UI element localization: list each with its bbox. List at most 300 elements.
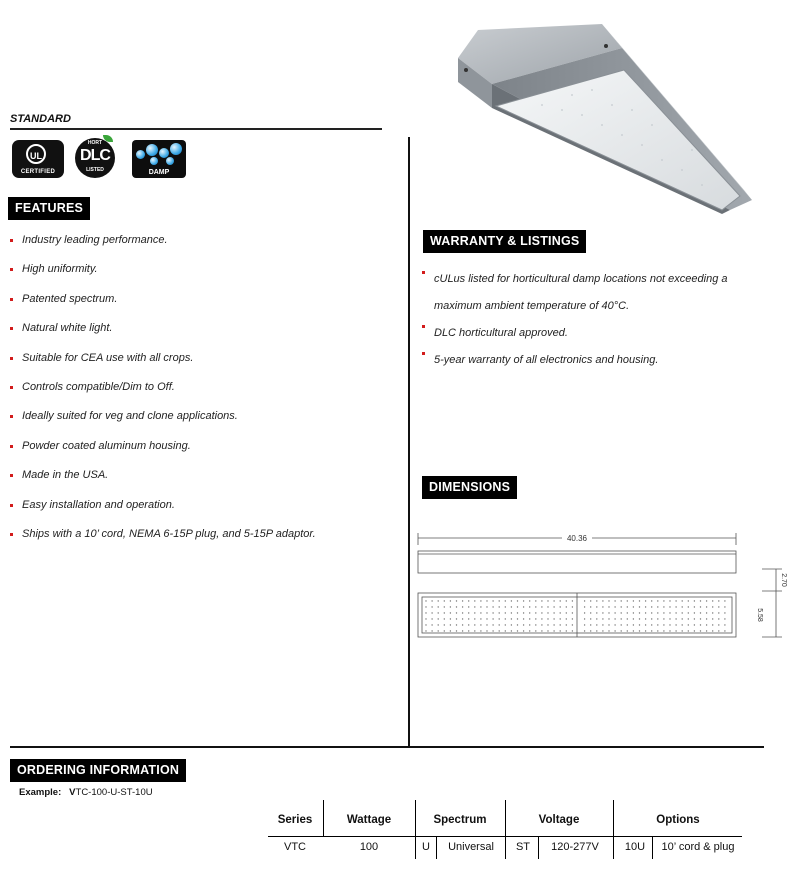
led-dot [560, 630, 561, 631]
led-dot [450, 630, 451, 631]
led-dot [706, 606, 707, 607]
led-dot [529, 600, 530, 601]
led-dot [566, 606, 567, 607]
led-dot [425, 624, 426, 625]
led-dot [663, 600, 664, 601]
led-dot [523, 600, 524, 601]
led-dot [627, 600, 628, 601]
led-dot [682, 606, 683, 607]
led-dot [663, 618, 664, 619]
cell-options-code: 10U [624, 841, 646, 853]
led-dot [480, 624, 481, 625]
led-dot [572, 624, 573, 625]
led-dot [608, 606, 609, 607]
led-dot [444, 624, 445, 625]
led-dot [596, 630, 597, 631]
led-dot [602, 624, 603, 625]
cell-voltage-code: ST [515, 841, 531, 853]
led-dot [535, 600, 536, 601]
led-dot [590, 624, 591, 625]
led-dot [633, 618, 634, 619]
led-dot [706, 612, 707, 613]
led-dot [535, 624, 536, 625]
led-dot [425, 606, 426, 607]
led-dot [614, 600, 615, 601]
led-dot [523, 606, 524, 607]
led-dot [663, 612, 664, 613]
led-dot [651, 618, 652, 619]
led-dot [712, 618, 713, 619]
led-dot [694, 606, 695, 607]
led-dot [627, 618, 628, 619]
led-dot [718, 612, 719, 613]
warranty-list [422, 266, 782, 374]
led-dot [724, 606, 725, 607]
led-dot [590, 600, 591, 601]
led-dot [700, 612, 701, 613]
led-dot [572, 600, 573, 601]
led-dot [584, 618, 585, 619]
height-dimension: 2.70 [780, 573, 787, 587]
led-dot [560, 624, 561, 625]
led-dot [456, 630, 457, 631]
table-separator [613, 800, 614, 836]
led-dot [663, 624, 664, 625]
led-dot [499, 630, 500, 631]
led-dot [517, 612, 518, 613]
led-dot [444, 612, 445, 613]
table-separator [323, 800, 324, 836]
led-dot [712, 600, 713, 601]
led-dot [694, 630, 695, 631]
led-dot [511, 612, 512, 613]
table-separator [652, 837, 653, 859]
feature-item: High uniformity. [10, 263, 390, 292]
led-dot [547, 612, 548, 613]
feature-item: Patented spectrum. [10, 293, 390, 322]
led-dot [688, 624, 689, 625]
led-dot [718, 618, 719, 619]
led-dot [553, 624, 554, 625]
led-dot [706, 630, 707, 631]
led-dot [474, 606, 475, 607]
led-dot [675, 600, 676, 601]
led-dot [547, 600, 548, 601]
led-dot [645, 612, 646, 613]
example-label: Example: [19, 787, 62, 798]
led-dot [511, 624, 512, 625]
led-dot [480, 600, 481, 601]
led-dot [535, 618, 536, 619]
led-dot [511, 618, 512, 619]
led-dot [675, 618, 676, 619]
led-dot [700, 624, 701, 625]
led-dot [547, 630, 548, 631]
led-dot [450, 606, 451, 607]
dlc-hort-listed-badge [70, 136, 120, 180]
led-dot [590, 630, 591, 631]
led-dot [499, 612, 500, 613]
led-dot [657, 606, 658, 607]
led-dot [425, 630, 426, 631]
led-dot [590, 612, 591, 613]
led-dot [480, 606, 481, 607]
example-prefix: V [69, 787, 76, 798]
led-dot [450, 624, 451, 625]
led-dot [651, 624, 652, 625]
led-dot [651, 606, 652, 607]
led-dot [553, 600, 554, 601]
led-dot [438, 612, 439, 613]
led-dot [425, 612, 426, 613]
led-dot [602, 600, 603, 601]
warranty-item-line: cULus listed for horticultural damp locations not exceeding a [434, 273, 728, 285]
width-dimension: 5.58 [756, 608, 763, 622]
led-dot [566, 600, 567, 601]
led-dot [694, 600, 695, 601]
led-dot [529, 618, 530, 619]
led-dot [560, 612, 561, 613]
cell-voltage-label: 120-277V [551, 841, 599, 853]
feature-item: Suitable for CEA use with all crops. [10, 352, 390, 381]
led-dot [431, 630, 432, 631]
led-dot [688, 606, 689, 607]
led-dot [627, 612, 628, 613]
led-dot [572, 618, 573, 619]
led-dot [529, 606, 530, 607]
led-dot [486, 630, 487, 631]
led-dot [675, 606, 676, 607]
example-code: TC-100-U-ST-10U [75, 787, 153, 798]
ul-certified-badge [12, 140, 64, 178]
header-wattage: Wattage [346, 814, 392, 826]
ordering-divider [10, 746, 764, 748]
section-divider [10, 128, 382, 130]
led-dot [517, 630, 518, 631]
led-dot [566, 630, 567, 631]
led-dot [572, 606, 573, 607]
warranty-item [422, 347, 782, 374]
led-dot [621, 630, 622, 631]
table-separator [505, 837, 506, 859]
led-dot [462, 624, 463, 625]
led-dot [492, 624, 493, 625]
led-dot [712, 630, 713, 631]
led-dot [651, 600, 652, 601]
led-dot [499, 600, 500, 601]
led-dot [462, 606, 463, 607]
led-dot [614, 612, 615, 613]
led-dot [474, 600, 475, 601]
led-dot [633, 606, 634, 607]
fixture-product-image [452, 10, 752, 220]
led-dot [724, 600, 725, 601]
led-dot [706, 618, 707, 619]
led-dot [700, 606, 701, 607]
led-dot [499, 618, 500, 619]
warranty-item-line: maximum ambient temperature of 40°C. [434, 300, 630, 312]
led-dot [444, 630, 445, 631]
led-dot [627, 606, 628, 607]
led-dot [688, 600, 689, 601]
table-separator [415, 800, 416, 836]
led-dot [486, 612, 487, 613]
led-dot [529, 630, 530, 631]
led-dot [645, 600, 646, 601]
led-dot [474, 612, 475, 613]
led-dot [480, 630, 481, 631]
led-dot [456, 618, 457, 619]
cell-spectrum-code: U [422, 841, 430, 853]
led-dot [462, 600, 463, 601]
column-divider [408, 137, 410, 747]
header-voltage: Voltage [538, 814, 580, 826]
length-dimension: 40.36 [566, 534, 588, 543]
led-dot [431, 600, 432, 601]
led-dot [541, 600, 542, 601]
led-dot [602, 618, 603, 619]
led-dot [694, 612, 695, 613]
led-dot [724, 612, 725, 613]
led-dot [675, 624, 676, 625]
led-dot [621, 612, 622, 613]
led-dot [614, 630, 615, 631]
led-dot [517, 624, 518, 625]
led-dot [718, 606, 719, 607]
led-dot [627, 624, 628, 625]
led-dot [486, 600, 487, 601]
led-dot [541, 606, 542, 607]
led-dot [468, 630, 469, 631]
led-dot [456, 600, 457, 601]
led-dot [688, 612, 689, 613]
led-dot [688, 618, 689, 619]
led-dot [608, 630, 609, 631]
led-dot [657, 618, 658, 619]
warranty-item [422, 266, 782, 320]
led-dot [505, 612, 506, 613]
led-dot [535, 612, 536, 613]
led-dot [474, 630, 475, 631]
led-dot [614, 606, 615, 607]
led-dot [425, 618, 426, 619]
led-dot [450, 618, 451, 619]
led-dot [499, 606, 500, 607]
led-dot [657, 630, 658, 631]
led-dot [608, 624, 609, 625]
led-dot [621, 618, 622, 619]
header-options: Options [656, 814, 700, 826]
led-dot [614, 618, 615, 619]
led-dot [584, 606, 585, 607]
led-dot [724, 630, 725, 631]
led-dot [608, 600, 609, 601]
led-dot [456, 624, 457, 625]
led-dot [682, 612, 683, 613]
led-dot [444, 606, 445, 607]
led-dot [566, 618, 567, 619]
led-dot [718, 630, 719, 631]
led-dot [602, 606, 603, 607]
led-dot [590, 606, 591, 607]
led-dot [657, 600, 658, 601]
led-dot [633, 600, 634, 601]
led-dot [596, 618, 597, 619]
led-dot [682, 618, 683, 619]
led-dot [553, 630, 554, 631]
header-series: Series [277, 814, 313, 826]
feature-item: Easy installation and operation. [10, 499, 390, 528]
led-dot [675, 630, 676, 631]
led-dot [694, 624, 695, 625]
led-dot [633, 612, 634, 613]
led-dot [584, 600, 585, 601]
led-dot [486, 606, 487, 607]
led-dot [584, 630, 585, 631]
led-dot [468, 618, 469, 619]
led-dot [639, 600, 640, 601]
feature-item: Natural white light. [10, 322, 390, 351]
led-dot [639, 624, 640, 625]
features-list [10, 234, 390, 557]
led-dot [608, 618, 609, 619]
features-heading: FEATURES [8, 197, 90, 220]
led-dot [669, 600, 670, 601]
led-dot [566, 612, 567, 613]
led-dot [492, 606, 493, 607]
led-dot [468, 612, 469, 613]
led-dot [492, 618, 493, 619]
led-dot [438, 618, 439, 619]
led-dot [682, 624, 683, 625]
ul-caption: CERTIFIED [20, 169, 56, 175]
feature-item: Industry leading performance. [10, 234, 390, 263]
feature-item: Made in the USA. [10, 469, 390, 498]
led-dot [450, 612, 451, 613]
led-dot [517, 618, 518, 619]
dlc-mark: DLC [80, 147, 110, 164]
led-dot [724, 624, 725, 625]
led-dot [633, 630, 634, 631]
led-dot [474, 618, 475, 619]
damp-caption: DAMP [148, 169, 170, 176]
warranty-heading: WARRANTY & LISTINGS [423, 230, 586, 253]
led-dot [621, 600, 622, 601]
led-dot [639, 630, 640, 631]
led-dot [523, 630, 524, 631]
warranty-item-line: DLC horticultural approved. [434, 327, 568, 339]
led-dot [645, 618, 646, 619]
led-dot [468, 624, 469, 625]
led-dot [688, 630, 689, 631]
header-spectrum: Spectrum [433, 814, 487, 826]
led-dot [645, 606, 646, 607]
table-separator [613, 837, 614, 859]
ul-mark: UL [26, 144, 46, 164]
led-dot [541, 624, 542, 625]
led-dot [669, 606, 670, 607]
led-dot [505, 624, 506, 625]
water-drop-icon [146, 144, 158, 156]
led-dot [517, 606, 518, 607]
led-dot [694, 618, 695, 619]
led-dot [614, 624, 615, 625]
led-dot [444, 618, 445, 619]
feature-item: Powder coated aluminum housing. [10, 440, 390, 469]
led-dot [639, 612, 640, 613]
warranty-item-line: 5-year warranty of all electronics and housing. [434, 354, 659, 366]
led-dot [553, 606, 554, 607]
led-dot [621, 624, 622, 625]
led-dot [590, 618, 591, 619]
led-dot [663, 606, 664, 607]
led-dot [566, 624, 567, 625]
led-dot [663, 630, 664, 631]
led-dot [505, 600, 506, 601]
table-separator [538, 837, 539, 859]
led-dot [547, 606, 548, 607]
led-dot [608, 612, 609, 613]
dlc-top-text: HORT [87, 140, 103, 146]
led-dot [596, 600, 597, 601]
table-separator [505, 800, 506, 836]
led-dot [602, 612, 603, 613]
led-dot [560, 600, 561, 601]
led-dot [499, 624, 500, 625]
led-dot [651, 630, 652, 631]
led-dot [480, 612, 481, 613]
dimensions-drawing [414, 527, 794, 647]
ordering-example [19, 787, 153, 798]
led-dot [553, 618, 554, 619]
led-dot [718, 624, 719, 625]
led-dot [431, 606, 432, 607]
led-dot [547, 618, 548, 619]
led-dot [706, 600, 707, 601]
led-dot [602, 630, 603, 631]
led-dot [444, 600, 445, 601]
cell-spectrum-label: Universal [448, 841, 494, 853]
water-drop-icon [136, 150, 145, 159]
led-dot [724, 618, 725, 619]
led-dot [529, 624, 530, 625]
led-dot [492, 612, 493, 613]
led-dot [700, 618, 701, 619]
led-dot [529, 612, 530, 613]
led-dot [682, 600, 683, 601]
led-dot [657, 624, 658, 625]
led-dot [596, 606, 597, 607]
led-dot [572, 630, 573, 631]
led-dot [468, 600, 469, 601]
led-dot [700, 630, 701, 631]
led-dot [480, 618, 481, 619]
led-dot [438, 606, 439, 607]
led-dot [633, 624, 634, 625]
led-dot [523, 612, 524, 613]
dimensions-heading: DIMENSIONS [422, 476, 517, 499]
led-dot [639, 606, 640, 607]
led-dot [572, 612, 573, 613]
led-dot [462, 630, 463, 631]
led-dot [511, 606, 512, 607]
table-separator [415, 837, 416, 859]
led-dot [584, 612, 585, 613]
led-dot [450, 600, 451, 601]
led-dot [505, 618, 506, 619]
led-dot [639, 618, 640, 619]
led-dot [523, 624, 524, 625]
